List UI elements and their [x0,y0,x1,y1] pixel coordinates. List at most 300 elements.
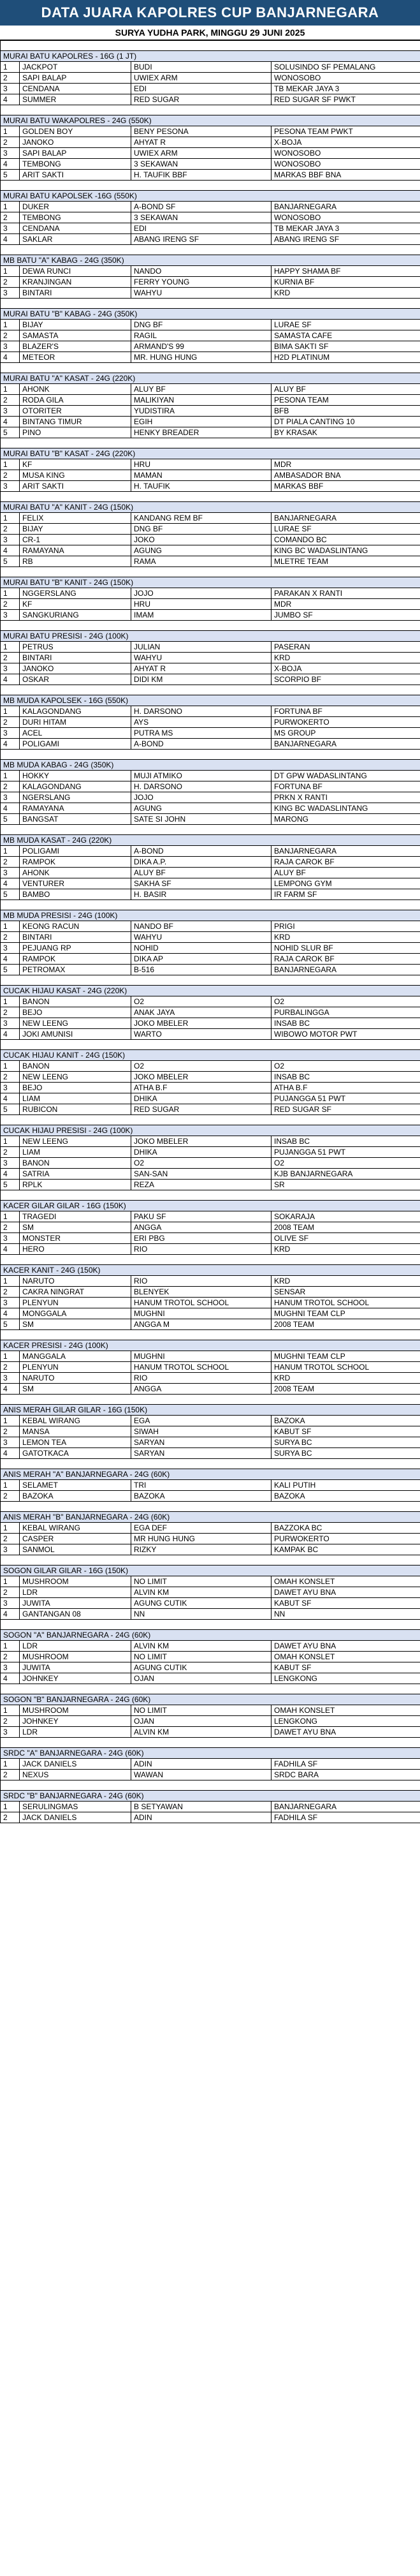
owner-cell: BENY PESONA [131,126,272,137]
table-row [1,406,420,417]
team-cell: BANJARNEGARA [272,513,420,524]
owner-cell: NO LIMIT [131,1652,272,1662]
table-row [1,202,420,212]
owner-cell: UWIEX ARM [131,148,272,159]
team-cell: RED SUGAR SF [272,1104,420,1115]
bird-name-cell: SELAMET [20,1480,131,1491]
rank-cell: 2 [1,1770,20,1780]
table-row [1,170,420,181]
team-cell: BANJARNEGARA [272,202,420,212]
owner-cell: AGUNG CUTIK [131,1598,272,1609]
spacer-cell [1,1115,420,1125]
team-cell: KABUT SF [272,1662,420,1673]
team-cell: HANUM TROTOL SCHOOL [272,1298,420,1308]
section-title: KACER PRESISI - 24G (100K) [1,1340,420,1351]
owner-cell: MR HUNG HUNG [131,1534,272,1544]
section-header-row [1,1694,420,1705]
spacer-cell [1,1255,420,1265]
team-cell: SR [272,1180,420,1190]
owner-cell: DNG BF [131,524,272,535]
owner-cell: ALVIN KM [131,1587,272,1598]
bird-name-cell: FELIX [20,513,131,524]
owner-cell: SIWAH [131,1426,272,1437]
bird-name-cell: LDR [20,1641,131,1652]
rank-cell: 2 [1,932,20,943]
team-cell: KABUT SF [272,1426,420,1437]
results-table-body [1,41,420,1823]
table-row [1,965,420,975]
bird-name-cell: ARIT SAKTI [20,481,131,492]
rank-cell: 5 [1,965,20,975]
bird-name-cell: NEW LEENG [20,1136,131,1147]
bird-name-cell: OSKAR [20,674,131,685]
section-spacer [1,1115,420,1125]
owner-cell: NANDO BF [131,921,272,932]
owner-cell: ANGGA [131,1222,272,1233]
bird-name-cell: HERO [20,1244,131,1255]
bird-name-cell: KRANJINGAN [20,277,131,288]
table-row [1,653,420,663]
bird-name-cell: KALAGONDANG [20,706,131,717]
owner-cell: RED SUGAR [131,1104,272,1115]
team-cell: ALUY BF [272,868,420,878]
table-row [1,1480,420,1491]
table-row [1,1384,420,1395]
team-cell: SAMASTA CAFE [272,330,420,341]
rank-cell: 1 [1,266,20,277]
team-cell: WONOSOBO [272,212,420,223]
team-cell: O2 [272,1061,420,1072]
table-row [1,159,420,170]
team-cell: LENGKONG [272,1673,420,1684]
section-spacer [1,1330,420,1340]
section-title: MURAI BATU KAPOLSEK -16G (550K) [1,191,420,202]
rank-cell: 1 [1,62,20,73]
owner-cell: O2 [131,996,272,1007]
owner-cell: EDI [131,84,272,94]
bird-name-cell: BINTARI [20,653,131,663]
rank-cell: 5 [1,889,20,900]
bird-name-cell: BEJO [20,1083,131,1093]
owner-cell: YUDISTIRA [131,406,272,417]
owner-cell: B SETYAWAN [131,1802,272,1812]
table-row [1,1319,420,1330]
bird-name-cell: RODA GILA [20,395,131,406]
bird-name-cell: KEONG RACUN [20,921,131,932]
bird-name-cell: SAMASTA [20,330,131,341]
team-cell: KRD [272,1373,420,1384]
table-row [1,330,420,341]
owner-cell: SAN-SAN [131,1169,272,1180]
rank-cell: 4 [1,878,20,889]
owner-cell: ADIN [131,1759,272,1770]
table-row [1,1770,420,1780]
bird-name-cell: RAMPOK [20,954,131,965]
owner-cell: BAZOKA [131,1491,272,1502]
results-table [0,40,420,1823]
team-cell: BAZZOKA BC [272,1523,420,1534]
section-title: KACER GILAR GILAR - 16G (150K) [1,1201,420,1211]
bird-name-cell: RPLK [20,1180,131,1190]
spacer-cell [1,245,420,255]
owner-cell: WAHYU [131,653,272,663]
rank-cell: 5 [1,814,20,825]
table-row [1,1759,420,1770]
section-spacer [1,438,420,448]
spacer-cell [1,1620,420,1630]
bird-name-cell: GOLDEN BOY [20,126,131,137]
owner-cell: HENKY BREADER [131,427,272,438]
owner-cell: B-516 [131,965,272,975]
section-spacer [1,1738,420,1748]
table-row [1,1061,420,1072]
owner-cell: JOJO [131,792,272,803]
table-row [1,792,420,803]
spacer-cell [1,1780,420,1791]
team-cell: NN [272,1609,420,1620]
rank-cell: 1 [1,588,20,599]
table-row [1,1598,420,1609]
bird-name-cell: MONGGALA [20,1308,131,1319]
rank-cell: 2 [1,1147,20,1158]
section-header-row [1,1125,420,1136]
rank-cell: 2 [1,73,20,84]
rank-cell: 3 [1,1437,20,1448]
bird-name-cell: KEBAL WIRANG [20,1523,131,1534]
rank-cell: 3 [1,1083,20,1093]
table-row [1,954,420,965]
table-row [1,73,420,84]
table-row [1,1662,420,1673]
table-row [1,94,420,105]
owner-cell: H. TAUFIK BBF [131,170,272,181]
rank-cell: 3 [1,728,20,739]
owner-cell: SAKHA SF [131,878,272,889]
section-spacer [1,621,420,631]
table-row [1,352,420,363]
spacer-cell [1,975,420,986]
table-row [1,717,420,728]
rank-cell: 2 [1,1652,20,1662]
section-title: SOGON "B" BANJARNEGARA - 24G (60K) [1,1694,420,1705]
bird-name-cell: SM [20,1222,131,1233]
team-cell: NOHID SLUR BF [272,943,420,954]
owner-cell: JOKO MBELER [131,1072,272,1083]
table-row [1,1362,420,1373]
bird-name-cell: SAPI BALAP [20,148,131,159]
section-title: MB MUDA KABAG - 24G (350K) [1,760,420,771]
bird-name-cell: NGERSLANG [20,792,131,803]
team-cell: PASERAN [272,642,420,653]
rank-cell: 2 [1,212,20,223]
bird-name-cell: LIAM [20,1093,131,1104]
table-row [1,803,420,814]
team-cell: DAWET AYU BNA [272,1587,420,1598]
table-row [1,266,420,277]
rank-cell: 3 [1,1373,20,1384]
section-spacer [1,299,420,309]
rank-cell: 2 [1,330,20,341]
section-header-row [1,835,420,846]
bird-name-cell: BINTARI [20,932,131,943]
spacer-cell [1,1330,420,1340]
rank-cell: 1 [1,1351,20,1362]
owner-cell: JOKO MBELER [131,1018,272,1029]
rank-cell: 1 [1,1211,20,1222]
spacer-cell [1,438,420,448]
bird-name-cell: TRAGEDI [20,1211,131,1222]
bird-name-cell: CASPER [20,1534,131,1544]
spacer-cell [1,1684,420,1694]
team-cell: DT GPW WADASLINTANG [272,771,420,781]
rank-cell: 3 [1,663,20,674]
team-cell: BIMA SAKTI SF [272,341,420,352]
owner-cell: NO LIMIT [131,1576,272,1587]
bird-name-cell: POLIGAMI [20,739,131,750]
rank-cell: 1 [1,846,20,857]
team-cell: 2008 TEAM [272,1222,420,1233]
rank-cell: 2 [1,1491,20,1502]
rank-cell: 2 [1,524,20,535]
table-row [1,943,420,954]
team-cell: MARKAS BBF [272,481,420,492]
team-cell: PUJANGGA 51 PWT [272,1147,420,1158]
table-row [1,459,420,470]
spacer-cell [1,567,420,577]
bird-name-cell: JANOKO [20,137,131,148]
bird-name-cell: DURI HITAM [20,717,131,728]
bird-name-cell: RB [20,556,131,567]
bird-name-cell: JOHNKEY [20,1716,131,1727]
table-row [1,148,420,159]
table-row [1,417,420,427]
section-spacer [1,492,420,502]
owner-cell: WAHYU [131,288,272,299]
rank-cell: 3 [1,1662,20,1673]
team-cell: MDR [272,599,420,610]
team-cell: PURWOKERTO [272,717,420,728]
team-cell: WIBOWO MOTOR PWT [272,1029,420,1040]
owner-cell: O2 [131,1061,272,1072]
table-row [1,868,420,878]
owner-cell: JULIAN [131,642,272,653]
team-cell: KALI PUTIH [272,1480,420,1491]
page-subtitle: SURYA YUDHA PARK, MINGGU 29 JUNI 2025 [0,26,420,40]
bird-name-cell: CENDANA [20,223,131,234]
table-row [1,1308,420,1319]
owner-cell: MALIKIYAN [131,395,272,406]
owner-cell: OJAN [131,1716,272,1727]
team-cell: RED SUGAR SF PWKT [272,94,420,105]
bird-name-cell: SERULINGMAS [20,1802,131,1812]
bird-name-cell: JOHNKEY [20,1673,131,1684]
team-cell: SOKARAJA [272,1211,420,1222]
team-cell: 2008 TEAM [272,1319,420,1330]
team-cell: DT PIALA CANTING 10 [272,417,420,427]
table-row [1,288,420,299]
table-row [1,771,420,781]
rank-cell: 3 [1,223,20,234]
table-row [1,921,420,932]
table-row [1,212,420,223]
table-row [1,588,420,599]
section-header-row [1,191,420,202]
team-cell: PURBALINGGA [272,1007,420,1018]
rank-cell: 3 [1,1158,20,1169]
rank-cell: 4 [1,1384,20,1395]
team-cell: SURYA BC [272,1448,420,1459]
table-row [1,427,420,438]
owner-cell: A-BOND [131,739,272,750]
bird-name-cell: NEW LEENG [20,1018,131,1029]
team-cell: OLIVE SF [272,1233,420,1244]
team-cell: KABUT SF [272,1598,420,1609]
section-header-row [1,910,420,921]
section-header-row [1,1340,420,1351]
bird-name-cell: GANTANGAN 08 [20,1609,131,1620]
bird-name-cell: KF [20,459,131,470]
owner-cell: H. BASIR [131,889,272,900]
table-row [1,1373,420,1384]
bird-name-cell: BLAZER'S [20,341,131,352]
bird-name-cell: JUWITA [20,1598,131,1609]
section-header-row [1,448,420,459]
rank-cell: 4 [1,352,20,363]
owner-cell: MUJI ATMIKO [131,771,272,781]
owner-cell: AGUNG [131,545,272,556]
table-row [1,545,420,556]
section-header-row [1,502,420,513]
team-cell: SRDC BARA [272,1770,420,1780]
table-row [1,1673,420,1684]
team-cell: PRKN X RANTI [272,792,420,803]
section-header-row [1,255,420,266]
spacer-cell [1,181,420,191]
section-header-row [1,1566,420,1576]
bird-name-cell: MUSHROOM [20,1576,131,1587]
rank-cell: 4 [1,1093,20,1104]
team-cell: KRD [272,932,420,943]
rank-cell: 1 [1,642,20,653]
owner-cell: WAHYU [131,932,272,943]
bird-name-cell: METEOR [20,352,131,363]
rank-cell: 3 [1,943,20,954]
rank-cell: 1 [1,1523,20,1534]
bird-name-cell: VENTURER [20,878,131,889]
section-header-row [1,631,420,642]
owner-cell: AHYAT R [131,663,272,674]
section-header-row [1,1630,420,1641]
section-header-row [1,1201,420,1211]
bird-name-cell: BANGSAT [20,814,131,825]
table-row [1,814,420,825]
bird-name-cell: PETRUS [20,642,131,653]
owner-cell: WAWAN [131,1770,272,1780]
section-spacer [1,245,420,255]
section-title: CUCAK HIJAU PRESISI - 24G (100K) [1,1125,420,1136]
team-cell: KING BC WADASLINTANG [272,803,420,814]
team-cell: RAJA CAROK BF [272,954,420,965]
table-row [1,1652,420,1662]
rank-cell: 1 [1,384,20,395]
table-row [1,1136,420,1147]
rank-cell: 2 [1,1587,20,1598]
team-cell: AMBASADOR BNA [272,470,420,481]
team-cell: O2 [272,996,420,1007]
table-row [1,395,420,406]
owner-cell: PUTRA MS [131,728,272,739]
team-cell: LURAE SF [272,524,420,535]
team-cell: BY KRASAK [272,427,420,438]
spacer-cell [1,900,420,910]
table-row [1,1018,420,1029]
bird-name-cell: DUKER [20,202,131,212]
owner-cell: 3 SEKAWAN [131,159,272,170]
team-cell: KRD [272,653,420,663]
rank-cell: 5 [1,1180,20,1190]
owner-cell: FERRY YOUNG [131,277,272,288]
owner-cell: H. TAUFIK [131,481,272,492]
bird-name-cell: MUSHROOM [20,1705,131,1716]
bird-name-cell: GATOTKACA [20,1448,131,1459]
team-cell: BANJARNEGARA [272,1802,420,1812]
table-row [1,1544,420,1555]
owner-cell: NO LIMIT [131,1705,272,1716]
owner-cell: ARMAND'S 99 [131,341,272,352]
section-spacer [1,1395,420,1405]
rank-cell: 2 [1,599,20,610]
owner-cell: IMAM [131,610,272,621]
bird-name-cell: CAKRA NINGRAT [20,1287,131,1298]
owner-cell: H. DARSONO [131,706,272,717]
table-row [1,223,420,234]
table-row [1,599,420,610]
table-row [1,674,420,685]
team-cell: MARKAS BBF BNA [272,170,420,181]
rank-cell: 4 [1,674,20,685]
owner-cell: ALUY BF [131,384,272,395]
table-row [1,1705,420,1716]
bird-name-cell: MONSTER [20,1233,131,1244]
section-title: MB MUDA KAPOLSEK - 16G (550K) [1,695,420,706]
table-row [1,1351,420,1362]
section-header-row [1,1748,420,1759]
table-row [1,1426,420,1437]
rank-cell: 4 [1,234,20,245]
table-row [1,1093,420,1104]
bird-name-cell: HOKKY [20,771,131,781]
rank-cell: 4 [1,1448,20,1459]
rank-cell: 5 [1,1319,20,1330]
rank-cell: 1 [1,1480,20,1491]
table-row [1,996,420,1007]
bird-name-cell: NEW LEENG [20,1072,131,1083]
team-cell: MDR [272,459,420,470]
owner-cell: RAMA [131,556,272,567]
bird-name-cell: KALAGONDANG [20,781,131,792]
bird-name-cell: AHONK [20,384,131,395]
owner-cell: WARTO [131,1029,272,1040]
table-row [1,1029,420,1040]
bird-name-cell: ACEL [20,728,131,739]
section-spacer [1,975,420,986]
team-cell: DAWET AYU BNA [272,1641,420,1652]
rank-cell: 2 [1,1534,20,1544]
table-row [1,535,420,545]
team-cell: WONOSOBO [272,148,420,159]
table-row [1,126,420,137]
owner-cell: TRI [131,1480,272,1491]
